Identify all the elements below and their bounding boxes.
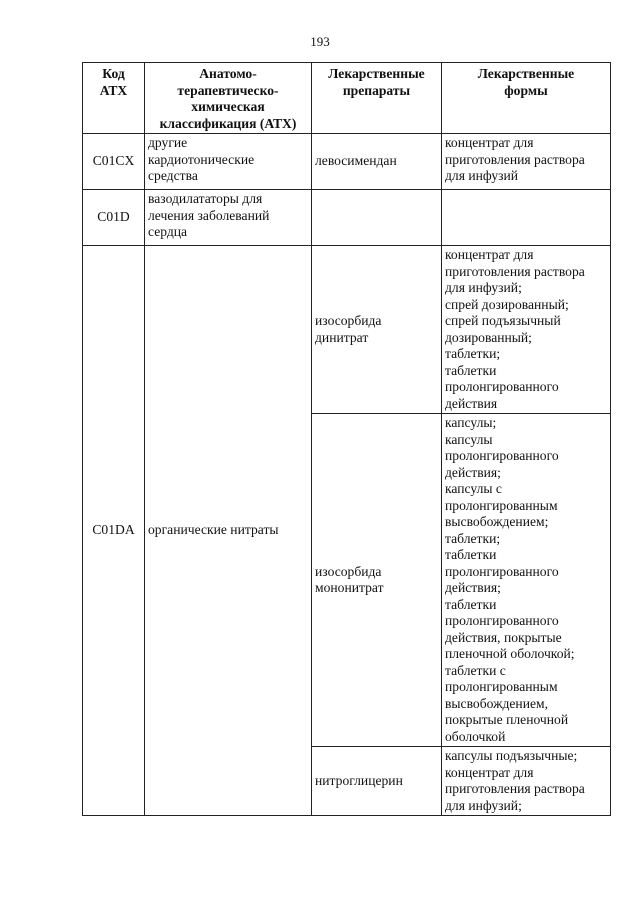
drug-cell: изосорбида мононитрат xyxy=(312,414,442,747)
dosage-forms-cell: капсулы; капсулы пролонгированного действия; капсулы с пролонгированным высвобождением; таблетки; таблетки пролонгированного действия; таблетки пролонгированного действия, покрытые пленочной оболочкой; таблетки с пролонгированным высвобождением, покрытые пленочной оболочкой xyxy=(442,414,611,747)
classification-cell: другие кардиотонические средства xyxy=(145,134,312,190)
table-row xyxy=(83,134,611,190)
page-number: 193 xyxy=(310,34,330,49)
dosage-forms-cell: концентрат для приготовления раствора для инфузий xyxy=(442,134,611,190)
dosage-forms-cell xyxy=(442,190,611,246)
atc-classification-table xyxy=(82,62,611,816)
drug-cell xyxy=(312,190,442,246)
table-row xyxy=(83,190,611,246)
atc-code-cell: C01CX xyxy=(83,134,145,190)
dosage-forms-cell: капсулы подъязычные; концентрат для приготовления раствора для инфузий; xyxy=(442,747,611,816)
header-atc-code: Код АТХ xyxy=(83,63,145,134)
header-drugs: Лекарственные препараты xyxy=(312,63,442,134)
table-row xyxy=(83,246,611,414)
header-atc-classification: Анатомо- терапевтическо- химическая классификация (АТХ) xyxy=(145,63,312,134)
classification-cell: вазодилататоры для лечения заболеваний сердца xyxy=(145,190,312,246)
table-header-row xyxy=(83,63,611,134)
dosage-forms-cell: концентрат для приготовления раствора для инфузий; спрей дозированный; спрей подъязычный дозированный; таблетки; таблетки пролонгированного действия xyxy=(442,246,611,414)
drug-cell: нитроглицерин xyxy=(312,747,442,816)
atc-code-cell: C01D xyxy=(83,190,145,246)
drug-cell: изосорбида динитрат xyxy=(312,246,442,414)
drug-cell: левосимендан xyxy=(312,134,442,190)
classification-cell: органические нитраты xyxy=(145,246,312,816)
header-dosage-forms: Лекарственные формы xyxy=(442,63,611,134)
atc-code-cell: C01DA xyxy=(83,246,145,816)
